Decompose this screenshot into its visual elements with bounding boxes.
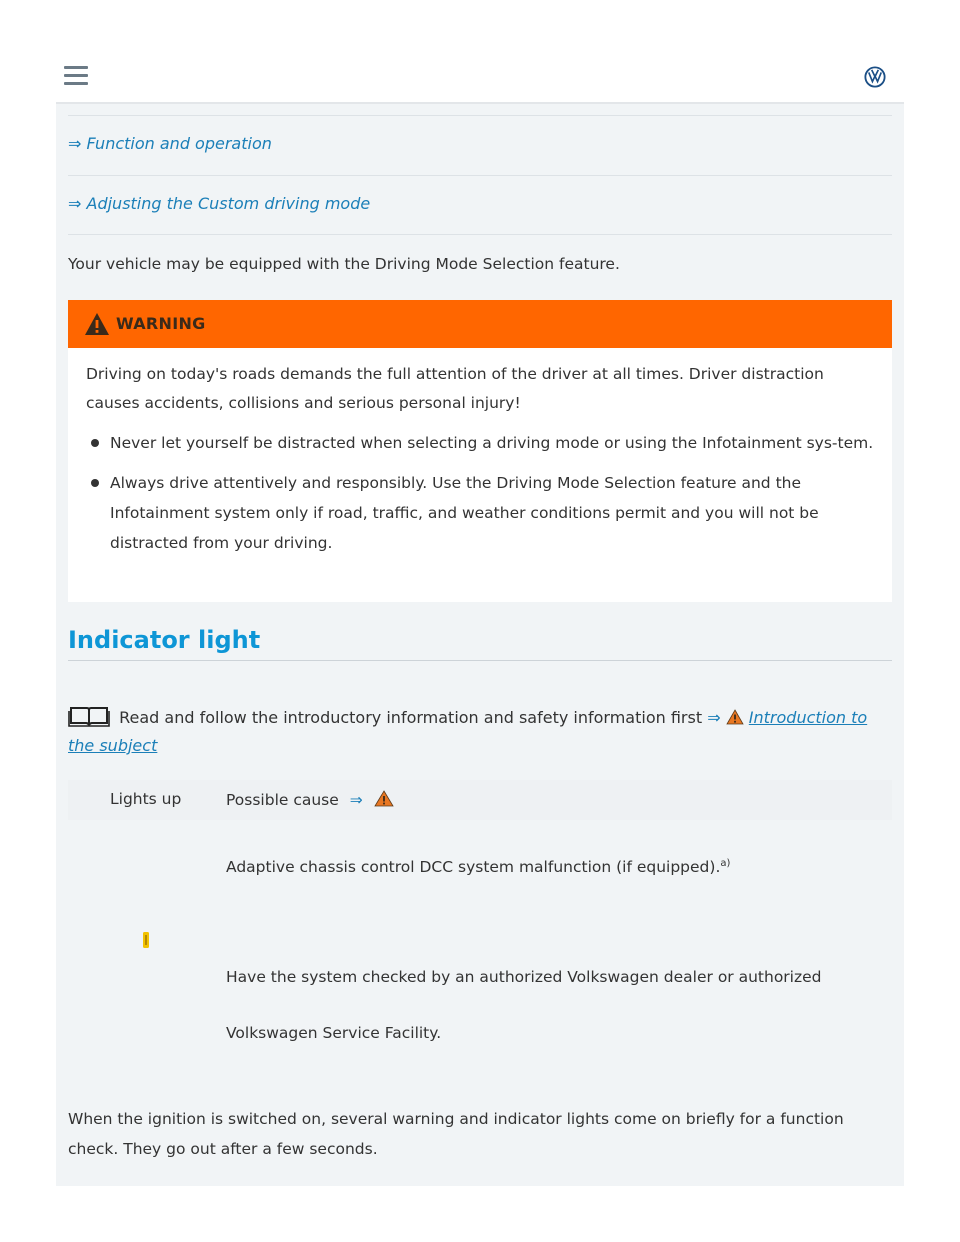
content-area [56, 104, 904, 1186]
xref-row [68, 115, 892, 175]
warning-body [68, 348, 892, 558]
warning-triangle-icon [84, 312, 110, 336]
open-book-icon [68, 705, 110, 727]
warning-list [86, 428, 874, 558]
section-title: Indicator light [68, 626, 261, 654]
warning-header [68, 300, 892, 348]
warning-title: WARNING [116, 314, 206, 333]
chassis-warning-lamp-icon [142, 930, 150, 950]
warning-triangle-icon [374, 790, 394, 807]
table-header [68, 780, 892, 820]
xref-custom-driving-mode-link[interactable]: ⇒ Adjusting the Custom driving mode [68, 194, 371, 213]
intro-sentence: Your vehicle may be equipped with the Driving Mode Selection feature. [68, 255, 620, 273]
column-header-lights: Lights up [110, 790, 182, 808]
list-item: Always drive attentively and responsibly. Use the Driving Mode Selection feature and the Infotainment system only if road, traffic, and weather conditions permit and you will not be distracted from your driving. [86, 468, 874, 558]
intro-paragraph [68, 704, 892, 760]
divider [68, 234, 892, 235]
closing-paragraph: When the ignition is switched on, several warning and indicator lights come on briefly for a function check. They go out after a few seconds. [68, 1110, 844, 1158]
warning-triangle-icon [726, 709, 744, 725]
introduction-link[interactable]: Introduction to the subject [68, 708, 868, 755]
vw-logo-icon[interactable] [864, 66, 886, 88]
warning-box [68, 300, 892, 602]
column-header-cause: Possible cause ⇒ [226, 790, 394, 809]
intro-text: Read and follow the introductory information and safety information first [119, 708, 703, 727]
xref-row [68, 175, 892, 235]
xref-function-operation-link[interactable]: ⇒ Function and operation [68, 134, 272, 153]
page-header [56, 48, 904, 104]
indicator-table [68, 780, 892, 1042]
list-item: Never let yourself be distracted when selecting a driving mode or using the Infotainment sys-tem. [86, 428, 874, 458]
action-text-line: Volkswagen Service Facility. [226, 1024, 442, 1042]
warning-text: Driving on today's roads demands the full attention of the driver at all times. Driver distraction causes accidents, collisions and serious personal injury! [86, 365, 824, 412]
section-divider [68, 660, 892, 661]
intro-arrow: ⇒ [707, 708, 721, 727]
action-text-line: Have the system checked by an authorized Volkswagen dealer or authorized [226, 968, 822, 986]
cause-text: Adaptive chassis control DCC system malfunction (if equipped).$^{a)}$ [226, 858, 731, 877]
hamburger-menu-icon[interactable] [64, 66, 88, 86]
